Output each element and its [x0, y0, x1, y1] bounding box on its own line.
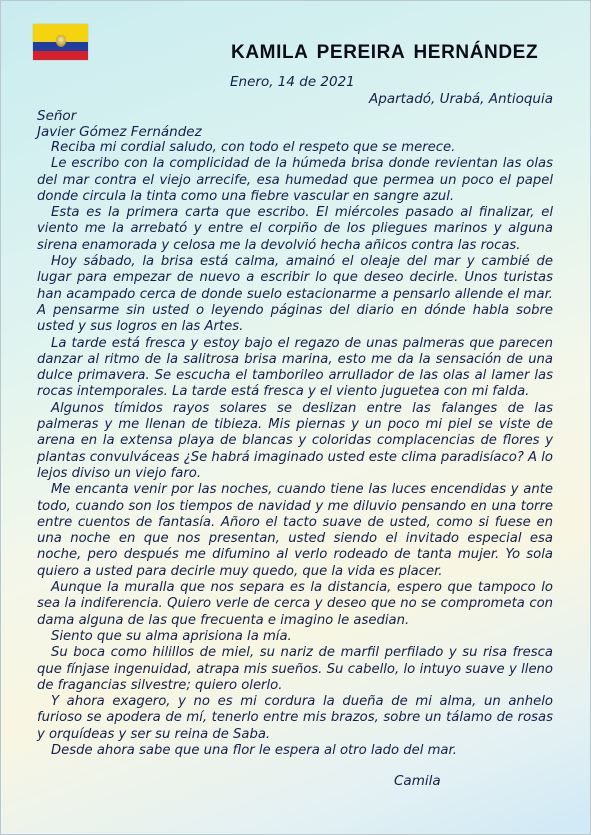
- paragraph: Desde ahora sabe que una flor le espera al otro lado del mar.: [51, 742, 457, 758]
- paragraph: Le escribo con la complicidad de la húmeda brisa donde revientan las olas del mar contra el viejo arrecife, esa humedad que permea un poco el papel donde circula la tinta como una fiebre vascular en sangre azul.: [37, 156, 553, 204]
- paragraph: Y ahora exagero, y no es mi cordura la dueña de mi alma, un anhelo furioso se apodera de mí, tenerlo entre mis brazos, sobre un tálamo de rosas y orquídeas y ser su reina de Saba.: [37, 694, 553, 742]
- recipient-name: Javier Gómez Fernández: [37, 124, 202, 141]
- paragraph: Algunos tímidos rayos solares se deslizan entre las falanges de las palmeras y me llenan de tibieza. Mis piernas y un poco mi piel se viste de arena en la extensa playa de blancas y coloridas complacencias de flores y plantas convulváceas ¿Se habrá imaginado usted este clima paradisíaco? A lo lejos diviso un viejo faro.: [37, 400, 553, 481]
- paragraph: Reciba mi cordial saludo, con todo el respeto que se merece.: [51, 140, 456, 155]
- paragraph: Siento que su alma aprisiona la mía.: [51, 628, 292, 644]
- paragraph: Aunque la muralla que nos separa es la distancia, espero que tampoco lo sea la indiferencia. Quiero verle de cerca y deseo que no se comprometa con dama alguna de las que frecuenta e imagino le asedian.: [37, 580, 553, 628]
- letter-body: [37, 140, 553, 759]
- paragraph: La tarde está fresca y estoy bajo el regazo de unas palmeras que parecen danzar al ritmo de la salitrosa brisa marina, esto me da la sensación de una dulce primavera. Se escucha el tamborileo arrullador de las olas al lamer las rocas intemporales. La tarde está fresca y el viento juguetea con mi falda.: [37, 335, 553, 400]
- salutation: [37, 108, 202, 141]
- salutation-title: Señor: [37, 108, 77, 124]
- colombia-flag-icon: [33, 24, 88, 60]
- letter-place: Apartadó, Urabá, Antioquia: [369, 91, 553, 107]
- paragraph: Me encanta venir por las noches, cuando tiene las luces encendidas y ante todo, cuando son los tiempos de navidad y me diluvio pensando en una torre entre cuentos de fantasía. Añoro el tacto suave de usted, como si fuese en una noche en que nos presentan, usted siendo el invitado especial esa noche, pero después me difumino al verlo rodeado de tanta mujer. Yo sola quiero a usted para decirle muy quedo, que la vida es placer.: [37, 482, 553, 579]
- letter-date: Enero, 14 de 2021: [230, 74, 355, 90]
- signature: Camila: [394, 773, 441, 789]
- letter-author-name: KAMILA PEREIRA HERNÁNDEZ: [231, 42, 539, 63]
- coat-of-arms-icon: [56, 35, 66, 47]
- paragraph: Su boca como hilillos de miel, su nariz de marfil perfilado y su risa fresca que fínjase ingenuidad, atrapa mis sueños. Su cabello, lo intuyo suave y lleno de fragancias silvestre; quiero olerlo.: [37, 645, 553, 693]
- paragraph: Hoy sábado, la brisa está calma, amainó el oleaje del mar y cambié de lugar para empezar de nuevo a escribir lo que deseo decirle. Unos turistas han acampado cerca de donde suelo estacionarme a pensarlo allende el mar. A pensarme sin usted o leyendo páginas del diario en dónde habla sobre usted y sus logros en las Artes.: [37, 254, 553, 335]
- paragraph: Esta es la primera carta que escribo. El miércoles pasado al finalizar, el viento me la arrebató y entre el corpiño de los pliegues marinos y alguna sirena enamorada y celosa me la devolvió hecha añicos contra las rocas.: [37, 205, 553, 253]
